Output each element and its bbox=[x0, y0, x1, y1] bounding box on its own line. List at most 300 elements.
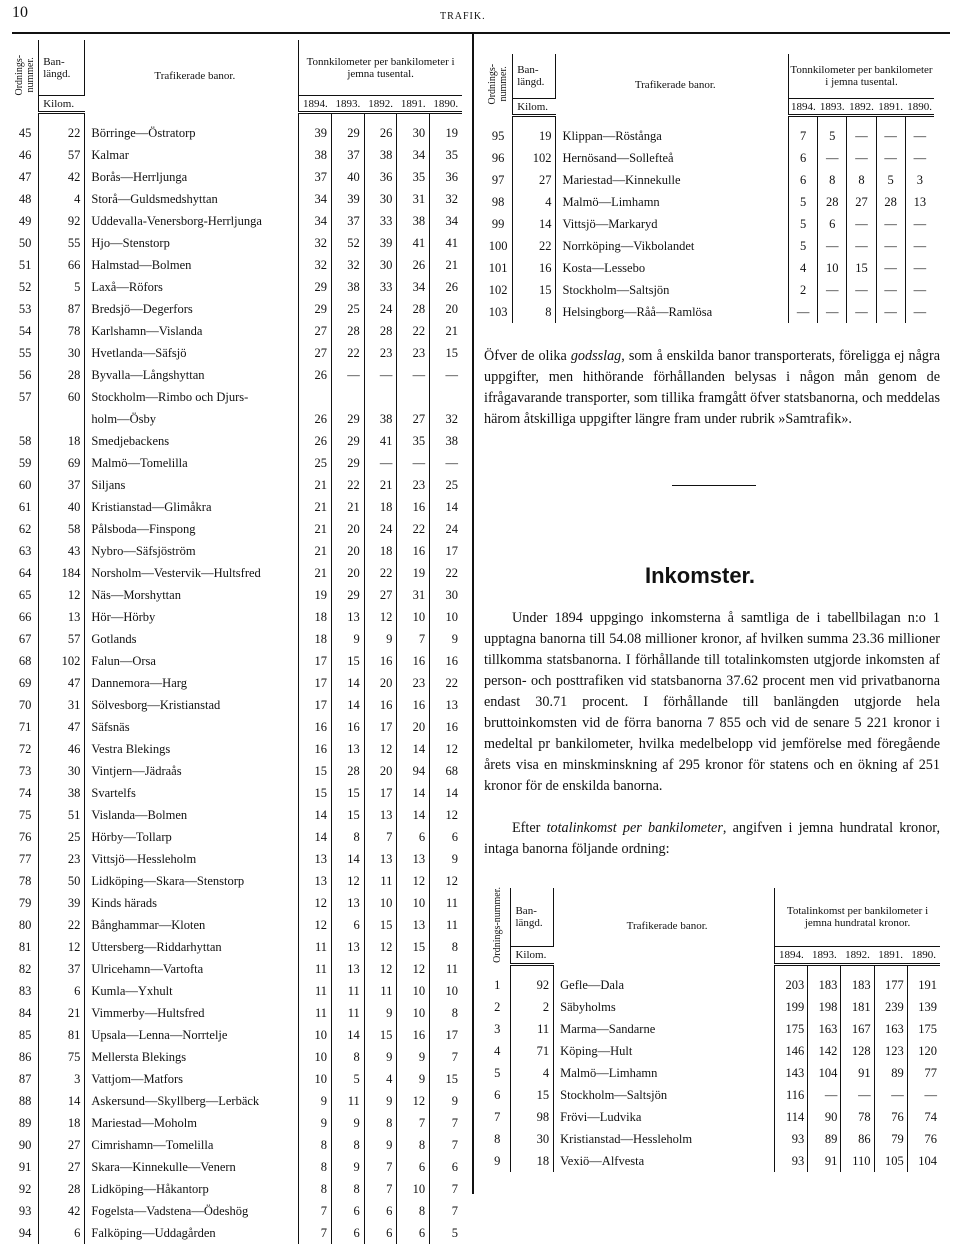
row-name: Askersund—Skyllberg—Lerbäck bbox=[85, 1090, 299, 1112]
row-length: 13 bbox=[39, 606, 85, 628]
row-value: 6 bbox=[332, 1200, 365, 1222]
row-name: Cimrishamn—Tomelilla bbox=[85, 1134, 299, 1156]
row-length: 57 bbox=[39, 628, 85, 650]
row-value: 27 bbox=[299, 342, 332, 364]
row-length: 81 bbox=[39, 1024, 85, 1046]
row-number: 71 bbox=[12, 716, 39, 738]
table-row bbox=[484, 235, 934, 257]
row-value: 13 bbox=[332, 936, 365, 958]
row-number: 9 bbox=[484, 1150, 511, 1172]
table-row bbox=[12, 320, 462, 342]
row-value: 17 bbox=[445, 544, 458, 558]
row-length: 6 bbox=[39, 980, 85, 1002]
table-row bbox=[12, 672, 462, 694]
row-value: 21 bbox=[364, 474, 397, 496]
row-value: 20 bbox=[332, 540, 365, 562]
row-length: 60 bbox=[39, 386, 85, 408]
row-length: 4 bbox=[513, 191, 556, 213]
row-name: Mariestad—Kinnekulle bbox=[556, 169, 789, 191]
row-name: Hernösand—Sollefteå bbox=[556, 147, 789, 169]
row-length: 58 bbox=[39, 518, 85, 540]
row-number: 92 bbox=[12, 1178, 39, 1200]
row-number: 47 bbox=[12, 166, 39, 188]
row-name: Hör—Hörby bbox=[85, 606, 299, 628]
row-value: 6 bbox=[397, 1156, 430, 1178]
row-number: 77 bbox=[12, 848, 39, 870]
name-header: Trafikerade banor. bbox=[85, 40, 299, 113]
year-header: 1891. bbox=[874, 947, 907, 964]
row-value: 11 bbox=[332, 1090, 365, 1112]
row-value: — bbox=[847, 147, 876, 169]
row-value: 22 bbox=[445, 676, 458, 690]
row-value: 68 bbox=[445, 764, 458, 778]
table-row bbox=[12, 1178, 462, 1200]
table-row bbox=[12, 298, 462, 320]
row-name: Falköping—Uddagården bbox=[85, 1222, 299, 1244]
table-row bbox=[484, 213, 934, 235]
row-value: 13 bbox=[299, 848, 332, 870]
row-value: 27 bbox=[364, 584, 397, 606]
row-length: 11 bbox=[511, 1018, 554, 1040]
table-row bbox=[12, 606, 462, 628]
row-value: 41 bbox=[364, 430, 397, 452]
row-value: — bbox=[913, 283, 927, 297]
row-value: — bbox=[818, 301, 847, 323]
row-value: 16 bbox=[332, 716, 365, 738]
table-row bbox=[12, 694, 462, 716]
row-name: Storå—Guldsmedshyttan bbox=[85, 188, 299, 210]
row-value: 32 bbox=[445, 192, 458, 206]
row-value: 7 bbox=[789, 125, 818, 147]
row-number: 74 bbox=[12, 782, 39, 804]
row-value: 12 bbox=[445, 874, 458, 888]
row-value: 163 bbox=[808, 1018, 841, 1040]
row-value: 9 bbox=[451, 1094, 458, 1108]
row-length: 30 bbox=[39, 760, 85, 782]
table-row bbox=[12, 188, 462, 210]
name-header: Trafikerade banor. bbox=[556, 54, 789, 116]
row-length: 102 bbox=[39, 650, 85, 672]
row-value: 77 bbox=[924, 1065, 937, 1080]
row-number: 102 bbox=[484, 279, 513, 301]
row-value: 104 bbox=[918, 1153, 937, 1168]
row-number: 49 bbox=[12, 210, 39, 232]
year-header: 1893. bbox=[808, 947, 841, 964]
row-value: 120 bbox=[918, 1043, 937, 1058]
right-traffic-table bbox=[484, 54, 934, 323]
row-value: 29 bbox=[332, 584, 365, 606]
row-length: 38 bbox=[39, 782, 85, 804]
nr-header: Ordnings-nummer. bbox=[491, 886, 503, 963]
row-value: 198 bbox=[808, 996, 841, 1018]
row-value: 90 bbox=[808, 1106, 841, 1128]
row-value: 14 bbox=[397, 804, 430, 826]
row-value: — bbox=[818, 147, 847, 169]
row-value: 14 bbox=[332, 848, 365, 870]
row-value: 7 bbox=[364, 1178, 397, 1200]
row-value: 34 bbox=[397, 276, 430, 298]
table-row bbox=[12, 210, 462, 232]
table-row bbox=[12, 364, 462, 386]
row-name: Stockholm—Rimbo och Djurs- bbox=[85, 386, 299, 408]
row-value: 191 bbox=[918, 977, 937, 992]
table-row bbox=[484, 257, 934, 279]
row-value: 21 bbox=[299, 474, 332, 496]
row-value: 13 bbox=[364, 848, 397, 870]
row-value: 79 bbox=[874, 1128, 907, 1150]
row-value: 34 bbox=[299, 210, 332, 232]
table-row bbox=[12, 1002, 462, 1024]
row-number: 68 bbox=[12, 650, 39, 672]
row-value: 15 bbox=[364, 914, 397, 936]
row-value: 89 bbox=[874, 1062, 907, 1084]
row-value: 6 bbox=[397, 1222, 430, 1244]
row-number: 75 bbox=[12, 804, 39, 826]
row-value: — bbox=[332, 364, 365, 386]
nr-header: Ordnings-nummer. bbox=[487, 62, 510, 104]
row-value: 13 bbox=[332, 606, 365, 628]
row-value: 94 bbox=[397, 760, 430, 782]
row-value: 14 bbox=[299, 804, 332, 826]
row-value bbox=[299, 386, 332, 408]
row-name: Kumla—Yxhult bbox=[85, 980, 299, 1002]
row-length: 78 bbox=[39, 320, 85, 342]
row-value: 37 bbox=[332, 210, 365, 232]
row-value: 22 bbox=[445, 566, 458, 580]
row-value: — bbox=[364, 452, 397, 474]
row-length: 21 bbox=[39, 1002, 85, 1024]
row-value: 13 bbox=[332, 738, 365, 760]
row-name: Smedjebackens bbox=[85, 430, 299, 452]
row-value: 76 bbox=[924, 1131, 937, 1146]
row-length: 46 bbox=[39, 738, 85, 760]
table-row bbox=[484, 1128, 940, 1150]
row-number: 84 bbox=[12, 1002, 39, 1024]
row-name: Kristianstad—Hessleholm bbox=[554, 1128, 775, 1150]
row-value: 6 bbox=[818, 213, 847, 235]
row-length: 30 bbox=[39, 342, 85, 364]
row-value: 18 bbox=[299, 606, 332, 628]
row-value: 34 bbox=[445, 214, 458, 228]
row-value bbox=[397, 386, 430, 408]
row-value: 9 bbox=[364, 1002, 397, 1024]
table-row bbox=[12, 958, 462, 980]
row-number: 52 bbox=[12, 276, 39, 298]
nr-header: Ordnings-nummer. bbox=[14, 54, 37, 96]
row-value: 27 bbox=[847, 191, 876, 213]
row-value: 12 bbox=[364, 606, 397, 628]
table-row bbox=[484, 1062, 940, 1084]
row-length: 102 bbox=[513, 147, 556, 169]
table-row bbox=[484, 1084, 940, 1106]
row-value: 15 bbox=[299, 760, 332, 782]
row-value: 10 bbox=[397, 1178, 430, 1200]
row-value: 16 bbox=[397, 540, 430, 562]
row-value: 7 bbox=[364, 1156, 397, 1178]
row-value: 9 bbox=[332, 628, 365, 650]
row-value: 28 bbox=[818, 191, 847, 213]
table-row bbox=[12, 650, 462, 672]
row-value: 10 bbox=[364, 892, 397, 914]
table-row bbox=[12, 914, 462, 936]
row-number: 2 bbox=[484, 996, 511, 1018]
row-value: — bbox=[913, 305, 927, 319]
row-name: Nybro—Säfsjöström bbox=[85, 540, 299, 562]
row-value: 11 bbox=[364, 870, 397, 892]
row-name: Karlshamn—Vislanda bbox=[85, 320, 299, 342]
row-value: 30 bbox=[397, 122, 430, 144]
row-value: 17 bbox=[299, 650, 332, 672]
row-value: 175 bbox=[918, 1021, 937, 1036]
row-value: 21 bbox=[299, 540, 332, 562]
row-value: 16 bbox=[397, 496, 430, 518]
column-divider bbox=[472, 32, 474, 1194]
row-value: 13 bbox=[332, 892, 365, 914]
row-value: 91 bbox=[841, 1062, 874, 1084]
row-number: 100 bbox=[484, 235, 513, 257]
row-value: 12 bbox=[299, 914, 332, 936]
row-value: 7 bbox=[451, 1182, 458, 1196]
row-number: 5 bbox=[484, 1062, 511, 1084]
row-length: 37 bbox=[39, 958, 85, 980]
row-name: Byvalla—Långshyttan bbox=[85, 364, 299, 386]
row-length: 14 bbox=[39, 1090, 85, 1112]
row-value: — bbox=[913, 151, 927, 165]
row-name: Vattjom—Matfors bbox=[85, 1068, 299, 1090]
row-value: 16 bbox=[397, 650, 430, 672]
row-number: 56 bbox=[12, 364, 39, 386]
row-value: 9 bbox=[451, 632, 458, 646]
table-row bbox=[12, 936, 462, 958]
row-value: 13 bbox=[364, 804, 397, 826]
row-value: 33 bbox=[364, 276, 397, 298]
row-number: 59 bbox=[12, 452, 39, 474]
row-length: 50 bbox=[39, 870, 85, 892]
table-row bbox=[12, 870, 462, 892]
row-value: 37 bbox=[332, 144, 365, 166]
row-value: 8 bbox=[299, 1156, 332, 1178]
row-value: 7 bbox=[451, 1050, 458, 1064]
row-value: 16 bbox=[445, 654, 458, 668]
table-row bbox=[484, 169, 934, 191]
row-name: Helsingborg—Råå—Ramlösa bbox=[556, 301, 789, 323]
row-value: 15 bbox=[847, 257, 876, 279]
row-value: 38 bbox=[332, 276, 365, 298]
row-number: 4 bbox=[484, 1040, 511, 1062]
row-value: 35 bbox=[445, 148, 458, 162]
table-row bbox=[12, 1156, 462, 1178]
row-value: 9 bbox=[364, 1134, 397, 1156]
row-value: 38 bbox=[364, 144, 397, 166]
row-value: 17 bbox=[364, 782, 397, 804]
row-number: 57 bbox=[12, 386, 39, 408]
row-length: 27 bbox=[39, 1156, 85, 1178]
row-number: 103 bbox=[484, 301, 513, 323]
row-value: 163 bbox=[874, 1018, 907, 1040]
row-value: 5 bbox=[332, 1068, 365, 1090]
row-value: 14 bbox=[332, 694, 365, 716]
row-number: 1 bbox=[484, 974, 511, 996]
row-length: 42 bbox=[39, 1200, 85, 1222]
row-name: Pålsboda—Finspong bbox=[85, 518, 299, 540]
row-value: 183 bbox=[808, 974, 841, 996]
row-name: Stockholm—Saltsjön bbox=[556, 279, 789, 301]
row-length: 28 bbox=[39, 364, 85, 386]
row-number: 55 bbox=[12, 342, 39, 364]
row-value: 142 bbox=[808, 1040, 841, 1062]
row-length: 15 bbox=[513, 279, 556, 301]
row-value: 7 bbox=[451, 1138, 458, 1152]
row-value: 22 bbox=[332, 474, 365, 496]
row-value: 15 bbox=[332, 804, 365, 826]
row-length bbox=[39, 408, 85, 430]
row-value: — bbox=[847, 125, 876, 147]
year-header: 1894. bbox=[789, 99, 818, 116]
table-header bbox=[12, 40, 462, 96]
row-length: 51 bbox=[39, 804, 85, 826]
row-name: Laxå—Röfors bbox=[85, 276, 299, 298]
row-number: 50 bbox=[12, 232, 39, 254]
row-value: 28 bbox=[876, 191, 905, 213]
row-number: 53 bbox=[12, 298, 39, 320]
row-number: 65 bbox=[12, 584, 39, 606]
row-value: 16 bbox=[299, 716, 332, 738]
year-header: 1891. bbox=[876, 99, 905, 116]
row-value: 18 bbox=[364, 496, 397, 518]
row-number: 60 bbox=[12, 474, 39, 496]
row-value: 10 bbox=[299, 1046, 332, 1068]
row-name: Vimmerby—Hultsfred bbox=[85, 1002, 299, 1024]
length-header: Ban-längd. bbox=[39, 40, 85, 96]
row-number: 76 bbox=[12, 826, 39, 848]
row-length: 27 bbox=[39, 1134, 85, 1156]
row-number: 7 bbox=[484, 1106, 511, 1128]
row-length: 18 bbox=[511, 1150, 554, 1172]
row-number: 83 bbox=[12, 980, 39, 1002]
row-length: 3 bbox=[39, 1068, 85, 1090]
row-length: 87 bbox=[39, 298, 85, 320]
row-value: — bbox=[818, 235, 847, 257]
row-length: 2 bbox=[511, 996, 554, 1018]
row-value: 128 bbox=[841, 1040, 874, 1062]
row-value: 18 bbox=[299, 628, 332, 650]
year-header: 1894. bbox=[299, 96, 332, 113]
row-value: 29 bbox=[332, 452, 365, 474]
row-value: 20 bbox=[397, 716, 430, 738]
row-value: — bbox=[876, 279, 905, 301]
table-row bbox=[12, 782, 462, 804]
row-number: 95 bbox=[484, 125, 513, 147]
row-value: 36 bbox=[364, 166, 397, 188]
row-number: 91 bbox=[12, 1156, 39, 1178]
row-number: 87 bbox=[12, 1068, 39, 1090]
row-value: 8 bbox=[397, 1134, 430, 1156]
row-number: 54 bbox=[12, 320, 39, 342]
row-number: 6 bbox=[484, 1084, 511, 1106]
row-value: 143 bbox=[775, 1062, 808, 1084]
row-value: 5 bbox=[789, 213, 818, 235]
row-value: 22 bbox=[332, 342, 365, 364]
year-header: 1892. bbox=[364, 96, 397, 113]
table-row bbox=[484, 301, 934, 323]
row-value: 28 bbox=[332, 320, 365, 342]
table-row bbox=[12, 804, 462, 826]
row-value: 21 bbox=[445, 324, 458, 338]
row-value: 15 bbox=[397, 936, 430, 958]
row-value: 12 bbox=[364, 738, 397, 760]
row-name: Köping—Hult bbox=[554, 1040, 775, 1062]
row-number: 72 bbox=[12, 738, 39, 760]
row-name: Gefle—Dala bbox=[554, 974, 775, 996]
row-length: 4 bbox=[39, 188, 85, 210]
row-number: 80 bbox=[12, 914, 39, 936]
row-value: 12 bbox=[445, 742, 458, 756]
row-value: 13 bbox=[397, 914, 430, 936]
row-value: 36 bbox=[445, 170, 458, 184]
row-length: 66 bbox=[39, 254, 85, 276]
row-value: 24 bbox=[445, 522, 458, 536]
row-value: 3 bbox=[916, 173, 923, 187]
row-name: Malmö—Limhamn bbox=[556, 191, 789, 213]
table-row bbox=[12, 892, 462, 914]
row-value: 5 bbox=[789, 235, 818, 257]
row-value: 20 bbox=[445, 302, 458, 316]
row-value: 9 bbox=[397, 1046, 430, 1068]
row-name: Gotlands bbox=[85, 628, 299, 650]
row-value: — bbox=[364, 364, 397, 386]
row-value: 30 bbox=[364, 188, 397, 210]
row-value: — bbox=[913, 239, 927, 253]
row-number: 98 bbox=[484, 191, 513, 213]
row-length: 43 bbox=[39, 540, 85, 562]
row-value: 14 bbox=[397, 738, 430, 760]
row-name: Hjo—Stenstorp bbox=[85, 232, 299, 254]
row-length: 28 bbox=[39, 1178, 85, 1200]
table-row bbox=[12, 738, 462, 760]
row-value: 105 bbox=[874, 1150, 907, 1172]
row-value: 41 bbox=[445, 236, 458, 250]
table-row bbox=[12, 1222, 462, 1244]
row-value: 9 bbox=[364, 1090, 397, 1112]
values-header: Totalinkomst per bankilometer i jemna hundratal kronor. bbox=[786, 905, 929, 930]
table-row bbox=[12, 1068, 462, 1090]
row-name: Marma—Sandarne bbox=[554, 1018, 775, 1040]
table-row bbox=[484, 1106, 940, 1128]
row-value: 110 bbox=[841, 1150, 874, 1172]
row-length: 5 bbox=[39, 276, 85, 298]
row-number: 89 bbox=[12, 1112, 39, 1134]
length-unit-header: Kilom. bbox=[39, 96, 85, 113]
row-value: 20 bbox=[332, 518, 365, 540]
table-row bbox=[12, 342, 462, 364]
year-header: 1894. bbox=[775, 947, 808, 964]
table-row bbox=[12, 474, 462, 496]
row-value: — bbox=[876, 257, 905, 279]
row-value: 12 bbox=[397, 870, 430, 892]
row-value: 11 bbox=[299, 980, 332, 1002]
table-row bbox=[12, 254, 462, 276]
row-value: 14 bbox=[299, 826, 332, 848]
row-name: Mellersta Blekings bbox=[85, 1046, 299, 1068]
income-table bbox=[484, 888, 940, 1172]
row-value: 10 bbox=[397, 1002, 430, 1024]
row-length: 47 bbox=[39, 672, 85, 694]
row-value: 6 bbox=[364, 1222, 397, 1244]
year-header: 1891. bbox=[397, 96, 430, 113]
row-value: 86 bbox=[841, 1128, 874, 1150]
row-name: Norsholm—Vestervik—Hultsfred bbox=[85, 562, 299, 584]
row-value: 93 bbox=[775, 1128, 808, 1150]
